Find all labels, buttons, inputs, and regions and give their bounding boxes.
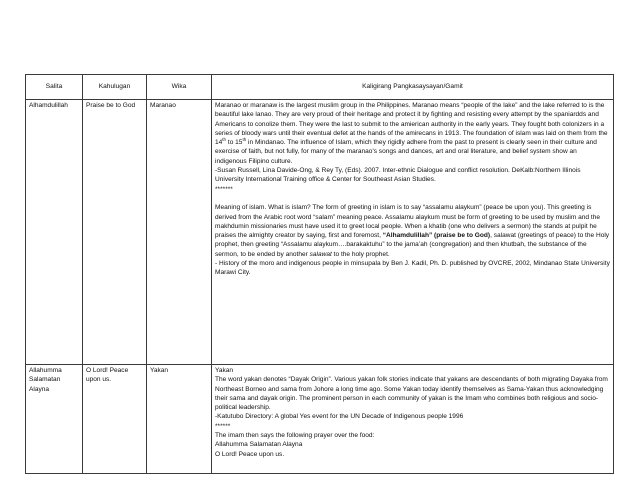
table-header-row bbox=[26, 75, 614, 100]
header-kahulugan: Kahulugan bbox=[83, 75, 147, 100]
yakan-paragraph: The word yakan denotes “Dayak Origin”. Various yakan folk stories indicate that yakans are descendants of both migrating Dayaka from Northeast Borneo and sama from Johore a long time ago. Some Yakan today identify themselves as Sama-Yakan thus acknowledging their sama and dayak origin. The prominent person in each community of yakan is the Imam who combines both religious and socio-political leadership. bbox=[215, 376, 608, 412]
cell-kaligirang bbox=[212, 365, 614, 474]
islam-paragraph: Meaning of islam. What is islam? The form of greeting in islam is to say “assalamu alaykum” (peace be upon you). This greeting is derived from the Arabic root word “salam” meaning peace. Assalamu alaykum must be form of greeting to be used by muslim and the makhdumin missionaries must have used it to greet local people. When a khatib (one who delivers a sermon) the stands at pulpit he praises the almighty creator by saying, first and foremost, “Alhamdulillah” (praise be to God), salawat (greetings of peace) to the Holy prophet, then greeting “Assalamu alaykum….barakaktuhu” to the jama’ah (congregation) and then khutbah, the substance of the sermon, to be ended by another salawat to the holy prophet. bbox=[215, 204, 610, 258]
header-kaligirang: Kaligirang Pangkasaysayan/Gamit bbox=[212, 75, 614, 100]
prayer-intro: The imam then says the following prayer over the food: bbox=[215, 432, 375, 440]
cell-kahulugan: O Lord! Peace upon us. bbox=[83, 365, 147, 474]
separator-stars: ******* bbox=[215, 185, 233, 193]
header-wika: Wika bbox=[147, 75, 212, 100]
cell-wika: Yakan bbox=[147, 365, 212, 474]
reference-katutubo: -Katutubo Directory: A global Yes event for the UN Decade of Indigenous people 1996 bbox=[215, 413, 464, 421]
yakan-heading: Yakan bbox=[215, 367, 234, 374]
reference-russell: -Susan Russell, Lina Davide-Ong, & Rey Ty, (Eds). 2007. Inter-ethnic Dialogue and conflict resolution. DeKalb:Northern Illinois University International Training office & Center for Southeast Asian Studies. bbox=[215, 167, 581, 184]
separator-stars: ****** bbox=[215, 422, 231, 430]
table-row bbox=[26, 365, 614, 474]
cell-kahulugan: Praise be to God bbox=[83, 100, 147, 365]
header-salita: Salita bbox=[26, 75, 83, 100]
cell-wika: Maranao bbox=[147, 100, 212, 365]
kaligirang-table bbox=[25, 74, 614, 474]
maranao-paragraph: Maranao or maranaw is the largest muslim group in the Philippines. Maranao means “people of the lake” and the lake referred to is the beautiful lake lanao. They are very proud of their heritage and protect it by fighting and resisting every attempt by the spaniardds and Americans to conolize them. They were the last to submit to the amierican authority in the early years. They fought both colonizers in a series of bloody wars until their eventual defet at the hands of the amirecans in 1913. The foundation of islam was laid on them from the 14th to 15th in Mindanao. The influence of Islam, which they rigidly adhere from the past to present is clearly seen in their culture and exercise of faith, but not fully, for many of the maranao's songs and dances, art and oral literature, and belief system show an indigenous Filipino culture. bbox=[215, 102, 608, 165]
prayer-arabic: Allahumma Salamatan Alayna bbox=[215, 441, 303, 449]
cell-salita: Alhamdulillah bbox=[26, 100, 83, 365]
cell-salita: Allahumma Salamatan Alayna bbox=[26, 365, 83, 474]
reference-kadil: - History of the moro and indigenous people in minsupala by Ben J. Kadil, Ph. D. published by OVCRE, 2002, Mindanao State University Marawi City. bbox=[215, 260, 610, 277]
prayer-translation: O Lord! Peace upon us. bbox=[215, 450, 285, 458]
table-row bbox=[26, 100, 614, 365]
cell-kaligirang bbox=[212, 100, 614, 365]
